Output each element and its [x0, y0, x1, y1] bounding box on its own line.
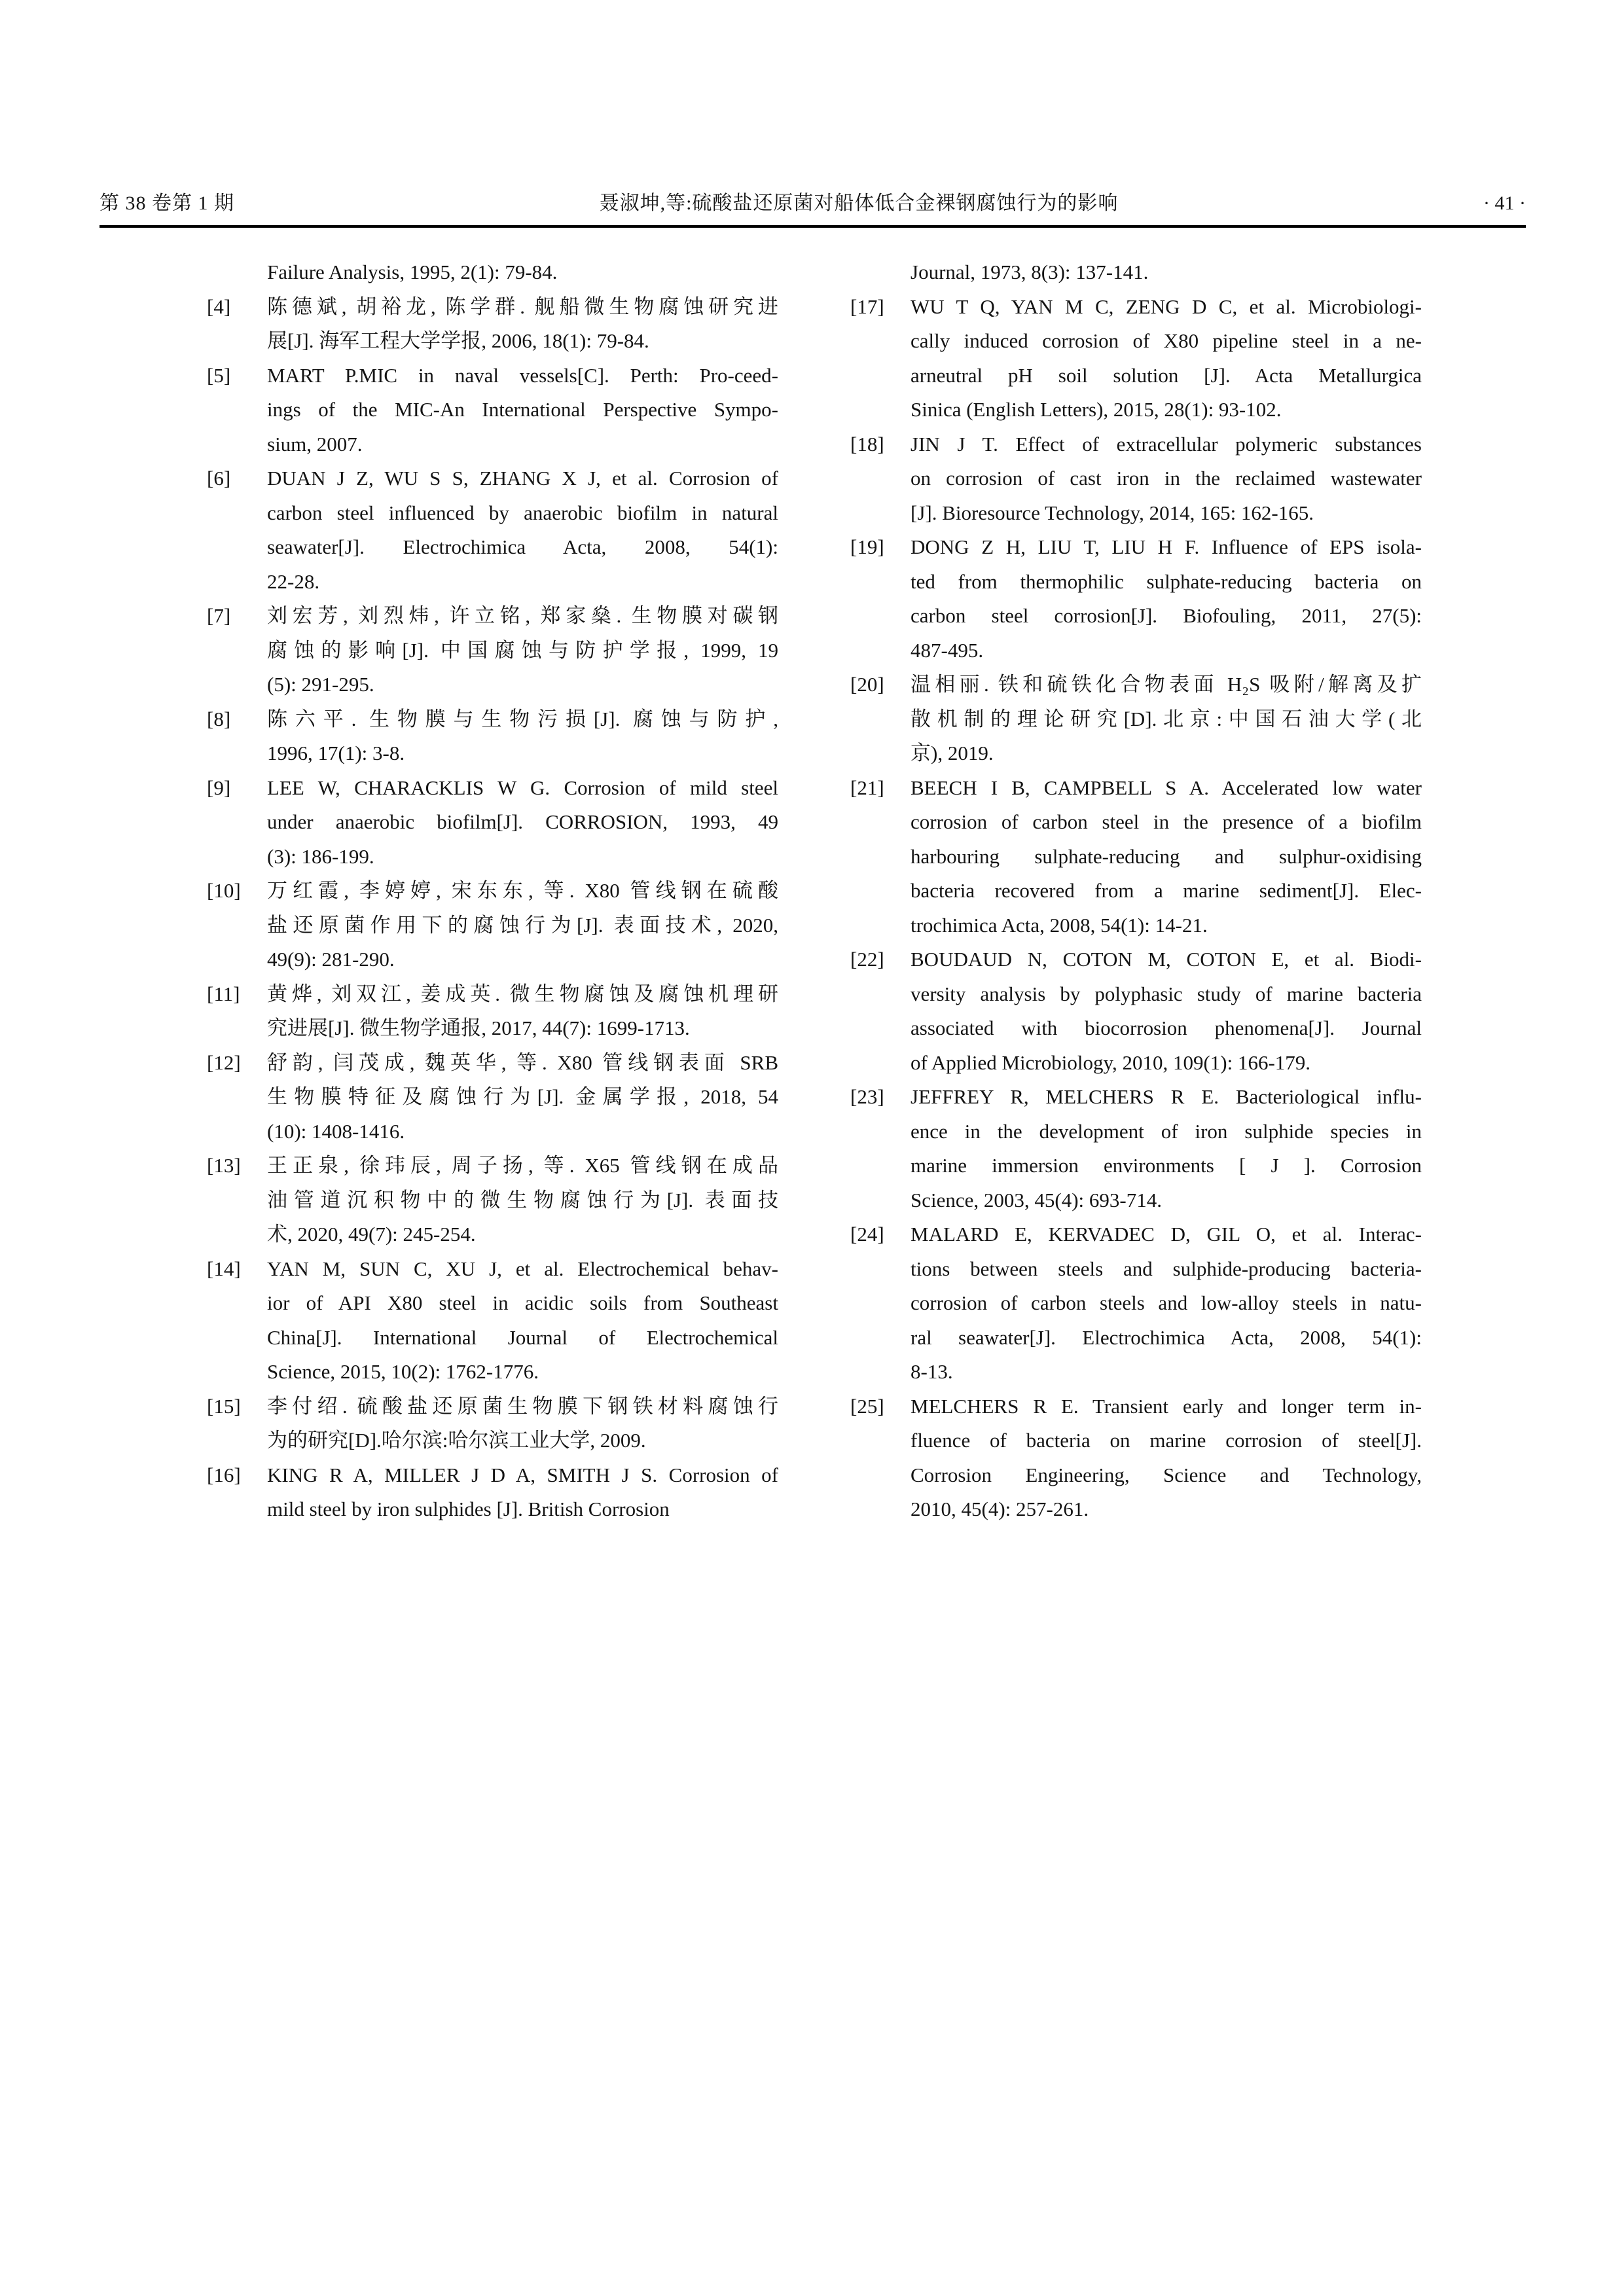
- reference-line: under anaerobic biofilm[J]. CORROSION, 1993, 49: [267, 810, 778, 833]
- reference-line: 陈德斌, 胡裕龙, 陈学群. 舰船微生物腐蚀研究进: [267, 295, 778, 318]
- reference-text: [267, 1149, 778, 1252]
- reference-text: [267, 359, 778, 462]
- reference-text: [267, 874, 778, 977]
- reference-item: [850, 668, 1422, 771]
- reference-number: [22]: [850, 948, 884, 971]
- reference-line: 生物膜特征及腐蚀行为[J]. 金属学报, 2018, 54: [267, 1085, 778, 1108]
- reference-line: marine immersion environments [ J ]. Corrosion: [911, 1154, 1422, 1177]
- reference-number: [25]: [850, 1394, 884, 1418]
- reference-item: [207, 461, 778, 599]
- reference-text: [267, 255, 778, 290]
- reference-item: [207, 1252, 778, 1390]
- header-running-title: 聂淑坤,等:硫酸盐还原菌对船体低合金裸钢腐蚀行为的影响: [599, 192, 1119, 214]
- reference-line: JEFFREY R, MELCHERS R E. Bacteriological influ-: [911, 1085, 1422, 1108]
- page-header: [99, 191, 1526, 216]
- reference-number: [14]: [207, 1257, 241, 1280]
- reference-line: versity analysis by polyphasic study of marine bacteria: [911, 982, 1422, 1005]
- reference-line: Science, 2003, 45(4): 693-714.: [911, 1188, 1162, 1211]
- reference-line: seawater[J]. Electrochimica Acta, 2008, 54(1):: [267, 535, 778, 558]
- reference-line: arneutral pH soil solution [J]. Acta Metallurgica: [911, 363, 1422, 387]
- reference-line: DONG Z H, LIU T, LIU H F. Influence of EPS isola-: [911, 535, 1422, 558]
- reference-line: 22-28.: [267, 569, 320, 593]
- reference-item: [207, 359, 778, 462]
- reference-line: 487-495.: [911, 638, 984, 662]
- reference-line: Failure Analysis, 1995, 2(1): 79-84.: [267, 260, 558, 283]
- reference-line: ings of the MIC-An International Perspective Sympo-: [267, 398, 778, 421]
- reference-line: 为的研究[D].哈尔滨:哈尔滨工业大学, 2009.: [267, 1429, 646, 1452]
- reference-item: [850, 1080, 1422, 1217]
- reference-text: [267, 977, 778, 1046]
- reference-line: 黄烨, 刘双江, 姜成英. 微生物腐蚀及腐蚀机理研: [267, 982, 778, 1005]
- reference-line: cally induced corrosion of X80 pipeline steel in a ne-: [911, 329, 1422, 352]
- reference-line: 2010, 45(4): 257-261.: [911, 1498, 1089, 1520]
- reference-item: [850, 1217, 1422, 1390]
- reference-line: WU T Q, YAN M C, ZENG D C, et al. Microbiologi-: [911, 295, 1422, 318]
- header-volume-issue: 第 38 卷第 1 期: [99, 192, 234, 214]
- reference-line: associated with biocorrosion phenomena[J]. Journal: [911, 1016, 1422, 1039]
- reference-text: [267, 1390, 778, 1458]
- reference-line: 腐蚀的影响[J]. 中国腐蚀与防护学报, 1999, 19: [267, 638, 778, 662]
- reference-text: [911, 255, 1422, 290]
- reference-line: 油管道沉积物中的微生物腐蚀行为[J]. 表面技: [267, 1188, 778, 1211]
- reference-line: Journal, 1973, 8(3): 137-141.: [911, 260, 1149, 283]
- reference-text: [911, 668, 1422, 771]
- reference-line: tions between steels and sulphide-producing bacteria-: [911, 1257, 1422, 1280]
- reference-item: [207, 977, 778, 1046]
- reference-text: [911, 1217, 1422, 1390]
- reference-text: [911, 290, 1422, 427]
- reference-number: [11]: [207, 982, 240, 1005]
- reference-line: fluence of bacteria on marine corrosion of steel[J].: [911, 1429, 1422, 1452]
- reference-line: 温相丽. 铁和硫铁化合物表面 H₂S 吸附/解离及扩: [911, 673, 1422, 696]
- reference-line: JIN J T. Effect of extracellular polymeric substances: [911, 432, 1422, 456]
- reference-item: [850, 771, 1422, 943]
- reference-number: [8]: [207, 707, 231, 730]
- reference-line: 究进展[J]. 微生物学通报, 2017, 44(7): 1699-1713.: [267, 1016, 690, 1039]
- reference-item: [207, 255, 778, 290]
- reference-text: [267, 1458, 778, 1527]
- reference-line: 展[J]. 海军工程大学学报, 2006, 18(1): 79-84.: [267, 329, 649, 352]
- reference-line: (5): 291-295.: [267, 673, 374, 696]
- reference-line: 8-13.: [911, 1360, 953, 1383]
- reference-line: 舒韵, 闫茂成, 魏英华, 等. X80 管线钢表面 SRB: [267, 1050, 778, 1074]
- reference-line: Science, 2015, 10(2): 1762-1776.: [267, 1360, 539, 1383]
- reference-line: 李付绍. 硫酸盐还原菌生物膜下钢铁材料腐蚀行: [267, 1394, 778, 1418]
- reference-text: [267, 461, 778, 599]
- reference-item: [207, 1046, 778, 1149]
- reference-line: MART P.MIC in naval vessels[C]. Perth: Pro-ceed-: [267, 363, 778, 387]
- reference-text: [267, 1046, 778, 1149]
- reference-line: (3): 186-199.: [267, 844, 374, 868]
- reference-line: 京), 2019.: [911, 742, 994, 764]
- reference-number: [18]: [850, 432, 884, 456]
- reference-line: BEECH I B, CAMPBELL S A. Accelerated low water: [911, 776, 1422, 799]
- reference-line: mild steel by iron sulphides [J]. British Corrosion: [267, 1498, 670, 1520]
- reference-line: [J]. Bioresource Technology, 2014, 165: 162-165.: [911, 501, 1314, 524]
- reference-line: Corrosion Engineering, Science and Technology,: [911, 1463, 1422, 1486]
- reference-line: 陈六平. 生物膜与生物污损[J]. 腐蚀与防护,: [267, 707, 778, 730]
- reference-line: MELCHERS R E. Transient early and longer term in-: [911, 1394, 1422, 1418]
- header-page-number: · 41 ·: [1483, 192, 1526, 214]
- reference-number: [9]: [207, 776, 231, 799]
- reference-number: [10]: [207, 879, 241, 902]
- reference-item: [850, 942, 1422, 1080]
- reference-item: [850, 427, 1422, 531]
- reference-line: on corrosion of cast iron in the reclaimed wastewater: [911, 467, 1422, 490]
- reference-line: YAN M, SUN C, XU J, et al. Electrochemical behav-: [267, 1257, 778, 1280]
- reference-line: ior of API X80 steel in acidic soils from Southeast: [267, 1291, 778, 1314]
- reference-line: 王正泉, 徐玮辰, 周子扬, 等. X65 管线钢在成品: [267, 1154, 778, 1177]
- reference-text: [267, 771, 778, 874]
- reference-line: 术, 2020, 49(7): 245-254.: [267, 1223, 476, 1246]
- reference-item: [207, 1458, 778, 1527]
- reference-line: KING R A, MILLER J D A, SMITH J S. Corrosion of: [267, 1463, 778, 1486]
- reference-text: [267, 290, 778, 359]
- reference-number: [16]: [207, 1463, 241, 1486]
- reference-line: 散机制的理论研究[D].北京:中国石油大学(北: [911, 707, 1422, 730]
- reference-line: corrosion of carbon steel in the presence of a biofilm: [911, 810, 1422, 833]
- reference-text: [911, 771, 1422, 943]
- reference-item: [207, 599, 778, 702]
- reference-number: [6]: [207, 467, 231, 490]
- references-column-left: [207, 255, 778, 1527]
- reference-item: [850, 255, 1422, 290]
- reference-item: [850, 1390, 1422, 1527]
- reference-item: [207, 702, 778, 771]
- reference-item: [207, 1149, 778, 1252]
- reference-item: [850, 530, 1422, 668]
- reference-number: [13]: [207, 1154, 241, 1177]
- reference-line: trochimica Acta, 2008, 54(1): 14-21.: [911, 913, 1208, 937]
- reference-item: [207, 771, 778, 874]
- reference-number: [12]: [207, 1050, 241, 1074]
- reference-text: [267, 702, 778, 771]
- reference-line: 1996, 17(1): 3-8.: [267, 742, 405, 764]
- reference-number: [4]: [207, 295, 231, 318]
- reference-item: [207, 874, 778, 977]
- reference-line: 刘宏芳, 刘烈炜, 许立铭, 郑家燊. 生物膜对碳钢: [267, 604, 778, 627]
- reference-number: [17]: [850, 295, 884, 318]
- reference-line: China[J]. International Journal of Electrochemical: [267, 1325, 778, 1349]
- reference-line: Sinica (English Letters), 2015, 28(1): 93-102.: [911, 398, 1282, 421]
- reference-line: LEE W, CHARACKLIS W G. Corrosion of mild steel: [267, 776, 778, 799]
- reference-item: [207, 290, 778, 359]
- reference-line: bacteria recovered from a marine sediment[J]. Elec-: [911, 879, 1422, 902]
- reference-number: [19]: [850, 535, 884, 558]
- reference-text: [911, 1080, 1422, 1217]
- reference-number: [15]: [207, 1394, 241, 1418]
- reference-number: [21]: [850, 776, 884, 799]
- reference-text: [911, 530, 1422, 668]
- reference-line: 盐还原菌作用下的腐蚀行为[J]. 表面技术, 2020,: [267, 913, 778, 937]
- references-column-right: [850, 255, 1422, 1527]
- reference-text: [911, 427, 1422, 531]
- reference-item: [207, 1390, 778, 1458]
- reference-text: [267, 1252, 778, 1390]
- reference-number: [23]: [850, 1085, 884, 1108]
- references-section: [99, 228, 1526, 1527]
- reference-text: [911, 1390, 1422, 1527]
- reference-line: 49(9): 281-290.: [267, 948, 395, 971]
- reference-text: [911, 942, 1422, 1080]
- reference-line: corrosion of carbon steels and low-alloy steels in natu-: [911, 1291, 1422, 1314]
- reference-line: harbouring sulphate-reducing and sulphur-oxidising: [911, 844, 1422, 868]
- reference-item: [850, 290, 1422, 427]
- reference-text: [267, 599, 778, 702]
- reference-line: (10): 1408-1416.: [267, 1119, 405, 1143]
- reference-line: ral seawater[J]. Electrochimica Acta, 2008, 54(1):: [911, 1325, 1422, 1349]
- reference-number: [7]: [207, 604, 231, 627]
- reference-line: of Applied Microbiology, 2010, 109(1): 166-179.: [911, 1050, 1311, 1074]
- reference-line: MALARD E, KERVADEC D, GIL O, et al. Interac-: [911, 1223, 1422, 1246]
- reference-line: ence in the development of iron sulphide species in: [911, 1119, 1422, 1143]
- reference-line: DUAN J Z, WU S S, ZHANG X J, et al. Corrosion of: [267, 467, 778, 490]
- reference-number: [5]: [207, 363, 231, 387]
- reference-line: sium, 2007.: [267, 432, 363, 456]
- reference-line: carbon steel corrosion[J]. Biofouling, 2011, 27(5):: [911, 604, 1422, 627]
- reference-number: [20]: [850, 673, 884, 696]
- reference-line: 万红霞, 李婷婷, 宋东东, 等. X80 管线钢在硫酸: [267, 879, 778, 902]
- reference-line: BOUDAUD N, COTON M, COTON E, et al. Biodi-: [911, 948, 1422, 971]
- reference-number: [24]: [850, 1223, 884, 1246]
- reference-line: ted from thermophilic sulphate-reducing bacteria on: [911, 569, 1422, 593]
- reference-line: carbon steel influenced by anaerobic biofilm in natural: [267, 501, 778, 524]
